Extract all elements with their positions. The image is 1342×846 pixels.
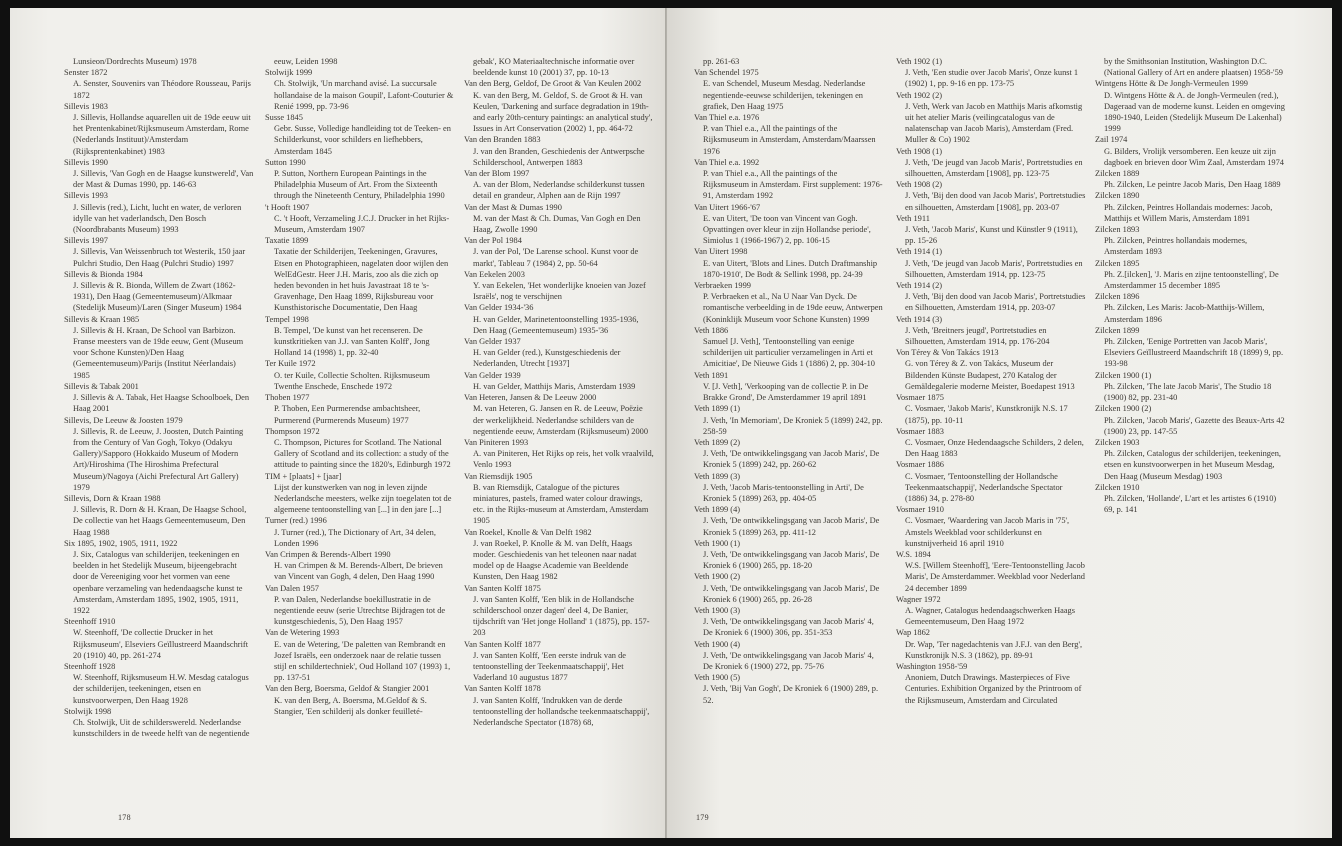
entry-citation: Dr. Wap, 'Ter nagedachtenis van J.F.J. van den Berg', Kunstkronijk N.S. 3 (1862), pp. 89-91: [905, 639, 1083, 660]
bibliography-entry: [694, 504, 884, 538]
entry-citation: C. Vosmaer, 'Waardering van Jacob Maris in '75', Amstels Weekblad voor schilderkunst en kunstnijverheid 16 april 1910: [905, 516, 1070, 548]
entry-key: Veth 1908 (2): [896, 180, 943, 190]
bibliography-entry: [896, 661, 1086, 706]
entry-key: Stolwijk 1998: [64, 706, 112, 716]
entry-citation: Taxatie der Schilderijen, Teekeningen, Gravures, Etsen en Photographieen, nagelaten door wijlen den WelEdGestr. Heer J.H. Maris, zoo als die zich op heden bevonden in het huis Javastraat 18 te 's-Gravenhage, Den Haag 1899, Rijksbureau voor Kunsthistorische Documentatie, Den Haag: [274, 247, 449, 313]
bibliography-entry: [694, 672, 884, 706]
bibliography-entry: [1095, 291, 1285, 325]
entry-citation: by the Smithsonian Institution, Washington D.C. (National Gallery of Art en andere plaatsen) 1958-'59: [1104, 57, 1283, 78]
entry-key: Van Uitert 1966-'67: [694, 202, 761, 212]
entry-key: Wagner 1972: [896, 594, 941, 604]
entry-citation: P. van Thiel e.a., All the paintings of the Rijksmuseum in Amsterdam, Amsterdam/Maarssen 1976: [703, 124, 876, 156]
entry-citation: H. van Crimpen & M. Berends-Albert, De brieven van Vincent van Gogh, 4 delen, Den Haag 1990: [274, 561, 443, 582]
entry-key: Turner (red.) 1996: [265, 516, 327, 526]
entry-citation: J. Veth, 'De jeugd van Jacob Maris', Portretstudies en silhouetten, Amsterdam [1908], pp. 123-75: [905, 157, 1083, 179]
bibliography-entry: [896, 392, 1086, 426]
entry-citation: J. van Santen Kolff, 'Indrukken van de derde tentoonstelling der hollandsche teekenmaatschappij', Nederlandsche Spectator (1878) 68,: [473, 695, 650, 727]
entry-key: Van den Berg, Boersma, Geldof & Stangier 2001: [265, 684, 430, 694]
entry-citation: J. Sillevis, R. Dorn & H. Kraan, De Haagse School, De collectie van het Haags Gemeentemuseum, Den Haag 1988: [73, 505, 247, 537]
bibliography-entry: [464, 56, 654, 78]
entry-key: Van Piniteren 1993: [464, 437, 529, 447]
entry-key: Vosmaer 1886: [896, 460, 944, 470]
bibliography-entry: [1095, 403, 1285, 437]
bibliography-column: [64, 56, 254, 739]
bibliography-entry: [64, 706, 254, 740]
entry-key: Van Santen Kolff 1877: [464, 639, 541, 649]
entry-key: Washington 1958-'59: [896, 661, 968, 671]
bibliography-entry: [1095, 134, 1285, 168]
entry-key: Zilcken 1903: [1095, 437, 1140, 447]
entry-citation: Ph. Zilcken, 'The late Jacob Maris', The Studio 18 (1900) 82, pp. 231-40: [1104, 381, 1272, 403]
entry-citation: J. van Santen Kolff, 'Een blik in de Hollandsche schilderschool onzer dagen' deel 4, De Banier, tijdschrift van 'Het jonge Holland' 1 (1875), pp. 157-203: [473, 594, 650, 638]
bibliography-entry: [265, 235, 455, 313]
entry-key: Sillevis & Kraan 1985: [64, 314, 140, 324]
entry-citation: M. van Heteren, G. Jansen en R. de Leeuw, Poëzie der werkelijkheid. Nederlandse schilders van de negentiende eeuw, Amsterdam (Rijksmuseum) 2000: [473, 404, 649, 436]
entry-citation: E. van Uitert, 'De toon van Vincent van Gogh. Opvattingen over kleur in zijn Hollandse periode', Simiolus 1 (1966-1967) 2, pp. 106-15: [703, 213, 871, 246]
entry-citation: J. Sillevis (red.), Licht, lucht en water, de verloren idylle van het vaderlandsch, Den Bosch (Noordbrabants Museum) 1993: [73, 202, 242, 235]
entry-key: Van Roekel, Knolle & Van Delft 1982: [464, 527, 592, 537]
entry-key: Zilcken 1890: [1095, 191, 1140, 201]
bibliography-entry: [265, 515, 455, 549]
bibliography-entry: [896, 246, 1086, 280]
bibliography-entry: [64, 314, 254, 381]
entry-key: Van den Branden 1883: [464, 135, 541, 145]
bibliography-entry: [64, 235, 254, 269]
right-page: [667, 8, 1332, 838]
entry-key: Veth 1891: [694, 370, 729, 380]
entry-key: Van Heteren, Jansen & De Leeuw 2000: [464, 393, 597, 403]
entry-citation: J. Sillevis, R. de Leeuw, J. Joosten, Dutch Painting from the Century of Van Gogh, Tokyo (Odakyu Gallery)/Sapporo (Hokkaido Museum of Modern Art)/Hiroshima (The Hiroshima Prefectural Museum)/Nagoya (Aichi Prefectural Art Gallery) 1979: [73, 426, 244, 492]
entry-citation: J. Veth, 'Jacob Maris', Kunst und Künstler 9 (1911), pp. 15-26: [905, 225, 1078, 246]
bibliography-entry: [896, 213, 1086, 247]
bibliography-entry: [265, 202, 455, 236]
bibliography-entry: [265, 56, 455, 67]
bibliography-entry: [464, 471, 654, 527]
entry-citation: H. van Gelder (red.), Kunstgeschiedenis der Nederlanden, Utrecht [1937]: [473, 348, 621, 369]
entry-citation: Ph. Zilcken, Catalogus der schilderijen, teekeningen, etsen en kunstvoorwerpen in het Museum Mesdag, Den Haag (Museum Mesdag) 1903: [1104, 449, 1281, 481]
bibliography-entry: [896, 280, 1086, 314]
entry-key: Sillevis 1993: [64, 191, 108, 201]
entry-key: Veth 1900 (3): [694, 605, 741, 615]
entry-citation: A. Wagner, Catalogus hedendaagschwerken Haags Gemeentemuseum, Den Haag 1972: [905, 605, 1075, 627]
entry-key: Steenhoff 1928: [64, 661, 116, 671]
bibliography-entry: [464, 583, 654, 639]
bibliography-entry: [64, 67, 254, 101]
entry-key: Zilcken 1899: [1095, 325, 1140, 335]
entry-citation: J. Sillevis & A. Tabak, Het Haagse Schoolboek, Den Haag 2001: [73, 393, 250, 414]
entry-key: 't Hooft 1907: [265, 202, 310, 212]
bibliography-entry: [464, 370, 654, 392]
entry-key: Sillevis 1997: [64, 236, 108, 246]
entry-key: Steenhoff 1910: [64, 617, 116, 627]
bibliography-entry: [265, 583, 455, 628]
entry-key: Van Riemsdijk 1905: [464, 471, 533, 481]
entry-key: Vosmaer 1910: [896, 505, 944, 515]
entry-key: Sillevis 1983: [64, 101, 108, 111]
entry-citation: Ph. Zilcken, 'Hollande', L'art et les artistes 6 (1910) 69, p. 141: [1104, 493, 1277, 515]
entry-citation: J. van den Branden, Geschiedenis der Antwerpsche Schilderschool, Antwerpen 1883: [473, 146, 645, 167]
entry-key: Van Thiel e.a. 1976: [694, 113, 760, 123]
entry-citation: C. Thompson, Pictures for Scotland. The National Gallery of Scotland and its collection: a study of the attitude to painting since the 1820's, Edinburgh 1972: [274, 437, 451, 470]
entry-key: Thompson 1972: [265, 426, 320, 436]
entry-key: Susse 1845: [265, 113, 303, 123]
entry-citation: Ph. Zilcken, Le peintre Jacob Maris, Den Haag 1889: [1104, 180, 1281, 190]
bibliography-entry: [265, 67, 455, 112]
bibliography-entry: [1095, 56, 1285, 78]
entry-citation: J. van Roekel, P. Knolle & M. van Delft, Haags moder. Geschiedenis van het teleonen naar nadat model op de Haagse Academie van Beeldende Kunsten, Den Haag 1982: [473, 538, 637, 582]
entry-citation: J. Veth, 'De ontwikkelingsgang van Jacob Maris', De Kroniek 6 (1900) 265, pp. 18-20: [703, 549, 880, 571]
entry-citation: V. [J. Veth], 'Verkooping van de collectie P. in De Brakke Grond', De Amsterdammer 19 april 1891: [703, 381, 869, 403]
entry-citation: Ph. Zilcken, 'Jacob Maris', Gazette des Beaux-Arts 42 (1900) 23, pp. 147-55: [1104, 415, 1285, 436]
bibliography-entry: [64, 538, 254, 616]
entry-citation: J. Veth, 'Jacob Maris-tentoonstelling in Arti', De Kroniek 5 (1899) 263, pp. 404-05: [703, 482, 864, 503]
bibliography-entry: [265, 683, 455, 717]
bibliography-entry: [64, 101, 254, 157]
bibliography-column: [464, 56, 654, 728]
entry-citation: Ch. Stolwijk, 'Un marchand avisé. La succursale hollandaise de la maison Goupil', Lafont-Couturier & Renié 1999, pp. 73-96: [274, 79, 454, 111]
bibliography-entry: [464, 336, 654, 370]
entry-key: Thoben 1977: [265, 393, 310, 403]
entry-citation: W. Steenhoff, Rijksmuseum H.W. Mesdag catalogus der schilderijen, teekeningen, etsen en kunstvoorwerpen, Den Haag 1928: [73, 673, 249, 705]
entry-key: Van der Pol 1984: [464, 236, 522, 246]
entry-citation: J. Veth, 'De ontwikkelingsgang van Jacob Maris', De Kroniek 6 (1900) 265, pp. 26-28: [703, 583, 880, 604]
entry-key: Van Dalen 1957: [265, 583, 319, 593]
entry-key: Van Crimpen & Berends-Albert 1990: [265, 549, 391, 559]
entry-citation: K. van den Berg, M. Geldof, S. de Groot & H. van Keulen, 'Darkening and surface degradation in 19th- and early 20th-century paintings: an analytical study', Issues in Art Conservation (2002) 1, pp. 464-72: [473, 90, 653, 134]
entry-key: Six 1895, 1902, 1905, 1911, 1922: [64, 538, 178, 548]
entry-key: Veth 1899 (3): [694, 471, 741, 481]
entry-citation: Lijst der kunstwerken van nog in leven zijnde Nederlandsche meesters, welke zijn toegelaten tot de algemeene tentoonstelling van [...] in den jare [...]: [274, 482, 452, 515]
entry-key: Von Térey & Von Takács 1913: [896, 348, 999, 358]
entry-citation: A. Senster, Souvenirs van Théodore Rousseau, Parijs 1872: [73, 79, 251, 100]
entry-key: Van Uitert 1998: [694, 247, 748, 257]
bibliography-entry: [265, 471, 455, 516]
bibliography-entry: [464, 527, 654, 583]
bibliography-entry: [265, 627, 455, 683]
entry-citation: Ph. Z.[ilcken], 'J. Maris en zijne tentoonstelling', De Amsterdammer 15 december 1895: [1104, 269, 1279, 291]
entry-citation: B. van Riemsdijk, Catalogue of the pictures miniatures, pastels, framed water colour drawings, etc. in the Rijks-museum at Amsterdam, Amsterdam 1905: [473, 482, 649, 526]
bibliography-entry: [896, 549, 1086, 594]
entry-key: Van de Wetering 1993: [265, 628, 340, 638]
entry-citation: J. Veth, 'Een studie over Jacob Maris', Onze kunst 1 (1902) 1, pp. 9-16 en pp. 173-75: [905, 68, 1079, 89]
entry-key: Wintgens Hötte & De Jongh-Vermeulen 1999: [1095, 79, 1248, 89]
entry-citation: H. van Gelder, Marinetentoonstelling 1935-1936, Den Haag (Gemeentemuseum) 1935-'36: [473, 314, 639, 335]
entry-key: Zail 1974: [1095, 135, 1128, 145]
bibliography-entry: [265, 112, 455, 157]
entry-citation: J. Sillevis & R. Bionda, Willem de Zwart (1862-1931), Den Haag (Gemeentemuseum)/Alkmaar (Stedelijk Museum)/Laren (Singer Museum) 1984: [73, 281, 242, 313]
entry-citation: J. Veth, 'De ontwikkelingsgang van Jacob Maris' 4, De Kroniek 6 (1900) 306, pp. 351-353: [703, 617, 874, 638]
entry-citation: P. Thoben, Een Purmerendse ambachtsheer, Purmerend (Purmerends Museum) 1977: [274, 404, 421, 425]
entry-citation: J. Veth, 'Bij Van Gogh', De Kroniek 6 (1900) 289, p. 52.: [703, 684, 879, 705]
entry-citation: Ph. Zilcken, Les Maris: Jacob-Matthijs-Willem, Amsterdam 1896: [1104, 303, 1265, 324]
bibliography-entry: [896, 459, 1086, 504]
bibliography-entry: [64, 415, 254, 493]
entry-key: Vosmaer 1883: [896, 426, 944, 436]
entry-citation: A. van Piniteren, Het Rijks op reis, het volk vraalvild, Venlo 1993: [473, 449, 654, 470]
bibliography-entry: [464, 639, 654, 684]
entry-citation: J. van der Pol, 'De Larense school. Kunst voor de markt', Tableau 7 (1984) 2, pp. 50-64: [473, 247, 639, 268]
entry-citation: D. Wintgens Hötte & A. de Jongh-Vermeulen (red.), Dageraad van de moderne kunst. Leiden en omgeving 1890-1940, Leiden (Stedelijk Museum De Lakenhal) 1999: [1104, 90, 1285, 134]
entry-citation: P. Verbraeken et al., Na U Naar Van Dyck. De romantische verbeelding in de 19de eeuw, Antwerpen (Koninklijk Museum voor Schone Kunsten) 1999: [703, 292, 883, 324]
entry-key: Veth 1902 (1): [896, 57, 943, 66]
entry-citation: C. 't Hooft, Verzameling J.C.J. Drucker in het Rijks-Museum, Amsterdam 1907: [274, 213, 450, 235]
entry-key: Van Gelder 1937: [464, 337, 521, 347]
bibliography-entry: [464, 683, 654, 728]
entry-key: Veth 1908 (1): [896, 146, 943, 156]
entry-citation: J. Veth, 'De jeugd van Jacob Maris', Portretstudies en Silhouetten, Amsterdam 1914, pp. 123-75: [905, 258, 1083, 279]
entry-citation: eeuw, Leiden 1998: [274, 57, 338, 66]
entry-citation: K. van den Berg, A. Boersma, M.Geldof & S. Stangier, 'Een schilderij als donker feuilleté-: [274, 695, 427, 716]
left-page: [10, 8, 665, 838]
entry-key: Senster 1872: [64, 68, 108, 78]
entry-key: Zilcken 1895: [1095, 258, 1140, 268]
bibliography-entry: [64, 190, 254, 235]
entry-key: Veth 1902 (2): [896, 90, 943, 100]
entry-citation: J. Sillevis, Hollandse aquarellen uit de 19de eeuw uit het Prentenkabinet/Rijksmuseum Amsterdam, Rome (Nederlands Instituut)/Amsterdam (Rijksprentenkabinet) 1983: [73, 113, 251, 156]
entry-citation: J. Veth, 'Bij den dood van Jacob Maris', Portretstudies en silhouetten, Amsterdam [1908], pp. 203-07: [905, 191, 1086, 212]
entry-citation: J. Six, Catalogus van schilderijen, teekeningen en beelden in het Stedelijk Museum, bijeengebracht door de Vereeniging voor het vormen van eene openbare verzameling van hedendaagsche kunst te Amsterdam, Amsterdam 1895, 1902, 1905, 1911, 1922: [73, 549, 243, 615]
bibliography-entry: [694, 67, 884, 112]
entry-citation: H. van Gelder, Matthijs Maris, Amsterdam 1939: [473, 381, 636, 391]
bibliography-entry: [265, 157, 455, 202]
bibliography-entry: [694, 538, 884, 572]
page-number-right: 179: [696, 813, 709, 822]
entry-citation: J. Veth, 'De ontwikkelingsgang van Jacob Maris', De Kroniek 5 (1899) 263, pp. 411-12: [703, 516, 880, 537]
bibliography-entry: [464, 134, 654, 168]
bibliography-column: [896, 56, 1086, 706]
bibliography-entry: [1095, 168, 1285, 190]
entry-citation: A. van der Blom, Nederlandse schilderkunst tussen detail en grandeur, Alphen aan de Rijn 1997: [473, 180, 645, 201]
entry-citation: M. van der Mast & Ch. Dumas, Van Gogh en Den Haag, Zwolle 1990: [473, 213, 641, 235]
entry-key: Veth 1900 (4): [694, 639, 741, 649]
entry-key: Zilcken 1900 (2): [1095, 404, 1152, 414]
entry-citation: E. van de Wetering, 'De paletten van Rembrandt en Jozef Israëls, een onderzoek naar de relatie tussen stijl en schildertechniek', Oud Holland 107 (1993) 1, pp. 137-51: [274, 639, 451, 683]
bibliography-entry: [694, 112, 884, 157]
bibliography-entry: [694, 471, 884, 505]
entry-citation: J. Veth, 'De ontwikkelingsgang van Jacob Maris', De Kroniek 5 (1899) 242, pp. 260-62: [703, 449, 880, 470]
entry-key: Verbraeken 1999: [694, 281, 751, 291]
entry-citation: P. van Thiel e.a., All the paintings of the Rijksmuseum in Amsterdam. First supplement: 1976-91, Amsterdam 1992: [703, 169, 883, 201]
entry-citation: J. van Santen Kolff, 'Een eerste indruk van de tentoonstelling der Teekenmaatschappij', Het Vaderland 10 augustus 1877: [473, 650, 626, 683]
bibliography-entry: [464, 235, 654, 269]
entry-key: Ter Kuile 1972: [265, 359, 316, 369]
entry-citation: Ph. Zilcken, Peintres hollandais modernes, Amsterdam 1893: [1104, 236, 1248, 257]
bibliography-entry: [896, 504, 1086, 549]
entry-citation: Samuel [J. Veth], 'Tentoonstelling van eenige schilderijen uit particulier verzamelingen in Arti et Amicitiae', De Nieuwe Gids 1 (1886) 2, pp. 304-10: [703, 337, 875, 369]
entry-citation: C. Vosmaer, 'Tentoonstelling der Hollandsche Teekenmaatschappij', Nederlandsche Spectator (1886) 34, p. 278-80: [905, 471, 1063, 503]
bibliography-entry: [896, 347, 1086, 392]
bibliography-entry: [694, 370, 884, 404]
entry-key: Van Schendel 1975: [694, 68, 759, 78]
entry-key: Van Gelder 1934-'36: [464, 303, 534, 313]
entry-citation: B. Tempel, 'De kunst van het recenseren. De kunstkritieken van J.J. van Santen Kolff', Jong Holland 14 (1998) 1, pp. 32-40: [274, 325, 430, 358]
bibliography-entry: [694, 280, 884, 325]
entry-key: Veth 1900 (2): [694, 572, 741, 582]
entry-citation: G. Bilders, Vrolijk versomberen. Een keuze uit zijn dagboek en brieven door Wim Zaal, Amsterdam 1974: [1104, 146, 1284, 167]
entry-key: Veth 1899 (2): [694, 437, 741, 447]
entry-key: Sutton 1990: [265, 157, 306, 167]
bibliography-entry: [1095, 190, 1285, 224]
bibliography-entry: [64, 493, 254, 538]
entry-citation: Ph. Zilcken, Peintres Hollandais modernes: Jacob, Matthijs et Willem Maris, Amsterdam 1891: [1104, 202, 1273, 223]
entry-key: Veth 1886: [694, 325, 729, 335]
entry-key: Veth 1914 (3): [896, 314, 943, 324]
bibliography-entry: [896, 56, 1086, 90]
bibliography-entry: [896, 146, 1086, 180]
bibliography-entry: [896, 179, 1086, 213]
entry-citation: J. Sillevis & H. Kraan, De School van Barbizon. Franse meesters van de 19de eeuw, Gent (Museum voor Schone Kunsten)/Den Haag (Gemeentemuseum)/Parijs (Institut Néerlandais) 1985: [73, 325, 244, 380]
entry-citation: G. von Térey & Z. von Takács, Museum der Bildenden Künste Budapest, 270 Katalog der Gemäldegalerie moderne Meister, Boedapest 1913: [905, 359, 1075, 391]
entry-citation: J. Veth, 'In Memoriam', De Kroniek 5 (1899) 242, pp. 258-59: [703, 415, 883, 436]
bibliography-entry: [694, 202, 884, 247]
bibliography-entry: [1095, 224, 1285, 258]
entry-key: Van der Blom 1997: [464, 169, 530, 179]
bibliography-entry: [694, 157, 884, 202]
bibliography-entry: [694, 437, 884, 471]
entry-citation: Ph. Zilcken, 'Eenige Portretten van Jacob Maris', Elseviers Geïllustreerd Maandschrift 18 (1899) 9, pp. 193-98: [1104, 337, 1284, 369]
bibliography-entry: [464, 302, 654, 336]
bibliography-entry: [64, 157, 254, 191]
entry-key: Van Thiel e.a. 1992: [694, 157, 760, 167]
entry-citation: Anoniem, Dutch Drawings. Masterpieces of Five Centuries. Exhibition Organized by the Printroom of the Rijksmuseum, Amsterdam and Circulated: [905, 673, 1082, 705]
entry-citation: J. Veth, Werk van Jacob en Matthijs Maris afkomstig uit het atelier Maris (veilingcatalogus van de nalatenschap van Jacob Maris), Amsterdam (Fred. Muller & Co) 1902: [905, 101, 1083, 145]
entry-key: Veth 1914 (1): [896, 247, 943, 257]
entry-key: Zilcken 1893: [1095, 225, 1140, 235]
bibliography-entry: [896, 627, 1086, 661]
bibliography-entry: [265, 358, 455, 392]
entry-citation: C. Vosmaer, Onze Hedendaagsche Schilders, 2 delen, Den Haag 1883: [905, 437, 1084, 459]
entry-citation: Y. van Eekelen, 'Het wonderlijke knoeien van Jozef Israëls', nog te verschijnen: [473, 281, 646, 302]
bibliography-column: [694, 56, 884, 706]
entry-citation: P. van Dalen, Nederlandse boekillustratie in de negentiende eeuw (serie Utrechtse Bijdragen tot de kunstgeschiedenis, 5), Den Haag 1957: [274, 594, 446, 627]
entry-citation: O. ter Kuile, Collectie Scholten. Rijksmuseum Twenthe Enschede, Enschede 1972: [274, 370, 430, 391]
bibliography-column: [1095, 56, 1285, 515]
entry-citation: E. van Uitert, 'Blots and Lines. Dutch Draftmanship 1870-1910', De Bodt & Sellink 1998, pp. 24-39: [703, 258, 878, 279]
entry-citation: J. Sillevis, 'Van Gogh en de Haagse kunstwereld', Van der Mast & Dumas 1990, pp. 146-63: [73, 169, 254, 190]
bibliography-entry: [265, 392, 455, 426]
entry-citation: Ch. Stolwijk, Uit de schilderswereld. Nederlandse kunstschilders in de tweede helft van de negentiende: [73, 717, 250, 739]
entry-citation: J. Turner (red.), The Dictionary of Art, 34 delen, Londen 1996: [274, 527, 436, 548]
bibliography-entry: [896, 90, 1086, 146]
bibliography-entry: [64, 616, 254, 661]
bibliography-entry: [1095, 78, 1285, 134]
entry-key: Veth 1900 (5): [694, 673, 741, 683]
entry-citation: J. Veth, 'Bij den dood van Jacob Maris', Portretstudies en Silhouetten, Amsterdam 1914, pp. 203-07: [905, 292, 1086, 313]
entry-key: Veth 1914 (2): [896, 281, 943, 291]
entry-key: Veth 1899 (1): [694, 404, 741, 414]
bibliography-entry: [1095, 325, 1285, 370]
bibliography-entry: [464, 392, 654, 437]
bibliography-column: [265, 56, 455, 717]
entry-citation: Lunsieon/Dordrechts Museum) 1978: [73, 57, 197, 66]
entry-citation: C. Vosmaer, 'Jakob Maris', Kunstkronijk N.S. 17 (1875), pp. 10-11: [905, 404, 1068, 425]
entry-citation: pp. 261-63: [703, 57, 740, 66]
entry-key: Sillevis & Bionda 1984: [64, 269, 143, 279]
bibliography-entry: [694, 571, 884, 605]
entry-key: Taxatie 1899: [265, 236, 309, 246]
bibliography-entry: [464, 269, 654, 303]
bibliography-entry: [64, 661, 254, 706]
entry-key: Zilcken 1896: [1095, 292, 1140, 302]
entry-key: Stolwijk 1999: [265, 68, 313, 78]
bibliography-entry: [64, 381, 254, 415]
entry-key: Van Eekelen 2003: [464, 269, 525, 279]
entry-citation: Gebr. Susse, Volledige handleiding tot de Teeken- en Schilderkunst, voor schilders en liefhebbers, Amsterdam 1845: [274, 124, 451, 156]
entry-key: Zilcken 1889: [1095, 169, 1140, 179]
bibliography-entry: [464, 78, 654, 134]
entry-key: Zilcken 1900 (1): [1095, 370, 1152, 380]
bibliography-entry: [1095, 482, 1285, 516]
entry-citation: W. Steenhoff, 'De collectie Drucker in het Rijksmuseum', Elseviers Geïllustreerd Maandschrift 20 (1910) 40, pp. 261-274: [73, 628, 249, 660]
entry-key: Vosmaer 1875: [896, 393, 944, 403]
bibliography-entry: [694, 325, 884, 370]
bibliography-entry: [1095, 258, 1285, 292]
entry-key: Van der Mast & Dumas 1990: [464, 202, 562, 212]
entry-citation: J. Veth, 'Breitners jeugd', Portretstudies en Silhouetten, Amsterdam 1914, pp. 176-204: [905, 325, 1050, 347]
bibliography-entry: [64, 56, 254, 67]
bibliography-entry: [896, 314, 1086, 348]
bibliography-entry: [265, 314, 455, 359]
entry-key: Van den Berg, Geldof, De Groot & Van Keulen 2002: [464, 79, 642, 89]
entry-citation: W.S. [Willem Steenhoff], 'Eere-Tentoonstelling Jacob Maris', De Amsterdammer. Weekblad voor Nederland 24 december 1899: [905, 561, 1085, 593]
bibliography-entry: [464, 437, 654, 471]
entry-key: TIM + [plaats] + [jaar]: [265, 471, 342, 481]
bibliography-entry: [694, 605, 884, 639]
bibliography-entry: [896, 594, 1086, 628]
bibliography-entry: [265, 549, 455, 583]
entry-key: Sillevis 1990: [64, 157, 108, 167]
bibliography-entry: [694, 403, 884, 437]
entry-citation: J. Veth, 'De ontwikkelingsgang van Jacob Maris' 4, De Kroniek 6 (1900) 272, pp. 75-76: [703, 650, 874, 671]
entry-key: Wap 1862: [896, 628, 930, 638]
entry-citation: J. Sillevis, Van Weissenbruch tot Westerik, 150 jaar Pulchri Studio, Den Haag (Pulchri Studio) 1997: [73, 247, 246, 268]
entry-key: Zilcken 1910: [1095, 482, 1140, 492]
bibliography-entry: [464, 168, 654, 202]
bibliography-entry: [1095, 370, 1285, 404]
page-number-left: 178: [118, 813, 131, 822]
bibliography-entry: [1095, 437, 1285, 482]
bibliography-entry: [694, 639, 884, 673]
entry-citation: gebak', KO Materiaaltechnische informatie over beeldende kunst 10 (2001) 37, pp. 10-13: [473, 57, 635, 78]
entry-citation: E. van Schendel, Museum Mesdag. Nederlandse negentiende-eeuwse schilderijen, tekeningen en grafiek, Den Haag 1975: [703, 79, 866, 111]
entry-key: Sillevis, Dorn & Kraan 1988: [64, 493, 161, 503]
entry-citation: P. Sutton, Northern European Paintings in the Philadelphia Museum of Art. From the Sixteenth through the Nineteenth Century, Philadelphia 1990: [274, 169, 445, 201]
bibliography-entry: [464, 202, 654, 236]
bibliography-entry: [265, 426, 455, 471]
entry-key: Van Gelder 1939: [464, 370, 521, 380]
bibliography-entry: [694, 246, 884, 280]
entry-key: Sillevis, De Leeuw & Joosten 1979: [64, 415, 183, 425]
entry-key: Tempel 1998: [265, 314, 309, 324]
bibliography-entry: [64, 269, 254, 314]
entry-key: Veth 1911: [896, 213, 930, 223]
bibliography-entry: [694, 56, 884, 67]
entry-key: Van Santen Kolff 1875: [464, 583, 541, 593]
entry-key: W.S. 1894: [896, 549, 931, 559]
entry-key: Veth 1900 (1): [694, 538, 741, 548]
entry-key: Sillevis & Tabak 2001: [64, 381, 139, 391]
bibliography-entry: [896, 426, 1086, 460]
entry-key: Van Santen Kolff 1878: [464, 684, 541, 694]
entry-key: Veth 1899 (4): [694, 505, 741, 515]
